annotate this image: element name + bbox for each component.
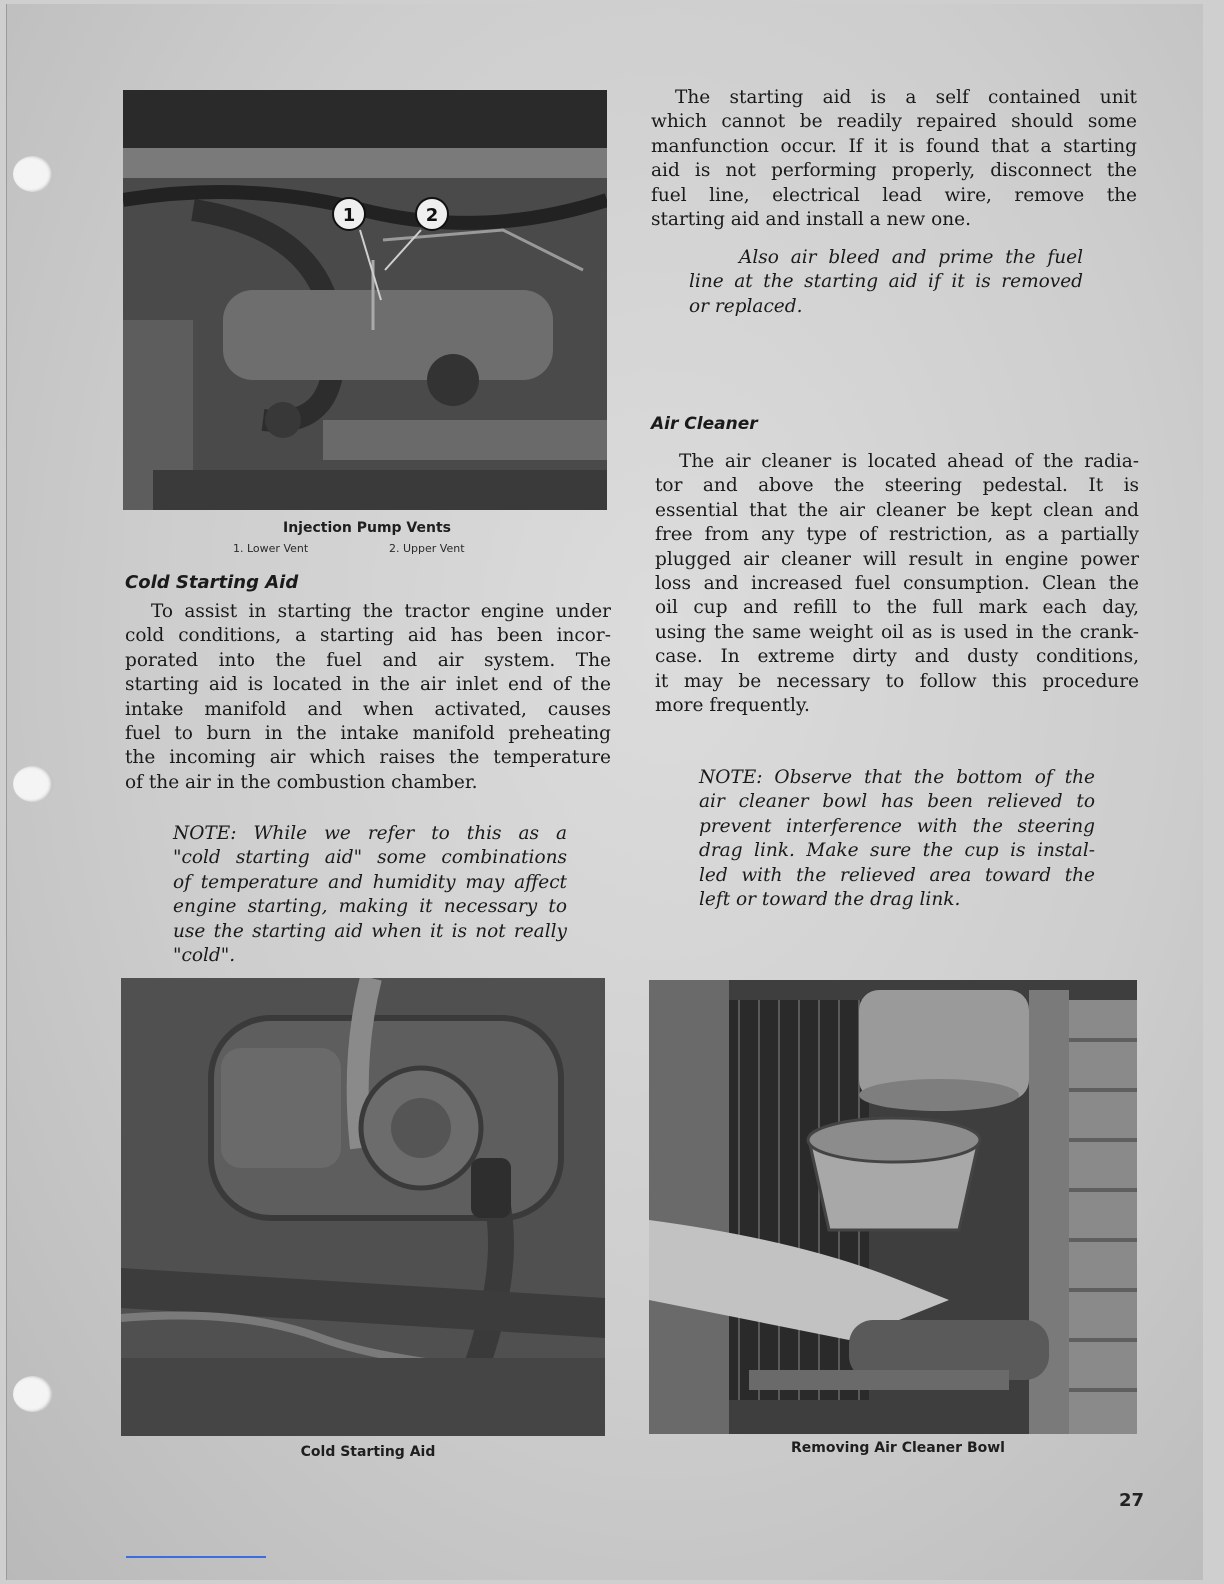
note-line: "cold". <box>173 945 236 967</box>
starting-aid-replacement-paragraph <box>651 86 1137 232</box>
manual-page <box>6 4 1203 1580</box>
note-line: or replaced. <box>689 295 803 317</box>
bleed-prime-note <box>689 246 1083 319</box>
text-line: manfunction occur. If it is found that a starting <box>651 135 1137 157</box>
text-line: the incoming air which raises the temperature <box>125 747 611 769</box>
text-line: of the air in the combustion chamber. <box>125 771 478 793</box>
callout-1-label: 1 <box>342 205 356 226</box>
note-line: drag link. Make sure the cup is instal- <box>699 840 1095 862</box>
text-line: loss and increased fuel consumption. Clean the <box>655 573 1139 595</box>
text-line: The starting aid is a self contained unit <box>675 87 1137 108</box>
air-cleaner-paragraph <box>655 450 1139 718</box>
note-line: "cold starting aid" some combinations <box>173 847 567 869</box>
text-line: case. In extreme dirty and dusty conditions, <box>655 646 1139 668</box>
air-cleaner-bowl-caption: Removing Air Cleaner Bowl <box>791 1440 1005 1456</box>
cold-starting-aid-heading: Cold Starting Aid <box>125 572 299 593</box>
page-number: 27 <box>1119 1490 1145 1511</box>
legend-upper-vent: 2. Upper Vent <box>389 542 465 555</box>
callout-2-label: 2 <box>425 205 439 226</box>
blue-underline-mark <box>126 1556 266 1558</box>
cold-starting-aid-caption: Cold Starting Aid <box>300 1444 436 1460</box>
note-line: of temperature and humidity may affect <box>173 871 567 893</box>
note-line: use the starting aid when it is not really <box>173 920 567 942</box>
text-line: it may be necessary to follow this procedure <box>655 670 1139 692</box>
text-line: The air cleaner is located ahead of the radia- <box>679 451 1139 472</box>
note-line: air cleaner bowl has been relieved to <box>699 791 1095 813</box>
note-line: NOTE: Observe that the bottom of the <box>699 767 1095 788</box>
note-line: line at the starting aid if it is removed <box>689 271 1083 293</box>
note-line: engine starting, making it necessary to <box>173 896 567 918</box>
air-cleaner-note <box>699 766 1095 912</box>
note-line: NOTE: While we refer to this as a <box>173 823 567 844</box>
text-line: aid is not performing properly, disconnect the <box>651 160 1137 182</box>
text-line: fuel line, electrical lead wire, remove the <box>651 184 1137 206</box>
air-cleaner-bowl-photo <box>649 980 1137 1434</box>
cold-starting-note <box>173 822 567 968</box>
text-line: oil cup and refill to the full mark each day, <box>655 597 1139 619</box>
injection-pump-caption: Injection Pump Vents <box>283 520 451 536</box>
text-line: cold conditions, a starting aid has been incor- <box>125 625 611 647</box>
text-line: To assist in starting the tractor engine under <box>151 601 611 622</box>
note-line: prevent interference with the steering <box>699 815 1095 837</box>
note-line: led with the relieved area toward the <box>699 864 1095 886</box>
text-line: using the same weight oil as is used in the crank- <box>655 621 1139 643</box>
legend-lower-vent: 1. Lower Vent <box>233 542 309 555</box>
binder-hole-middle <box>13 766 53 802</box>
note-line: left or toward the drag link. <box>699 889 961 911</box>
cold-starting-aid-photo <box>121 978 605 1436</box>
text-line: intake manifold and when activated, causes <box>125 698 611 720</box>
text-line: plugged air cleaner will result in engine power <box>655 548 1139 570</box>
text-line: more frequently. <box>655 695 810 717</box>
cold-starting-aid-paragraph <box>125 600 611 795</box>
binder-hole-top <box>13 156 53 192</box>
text-line: starting aid is located in the air inlet end of the <box>125 674 611 696</box>
air-cleaner-heading: Air Cleaner <box>651 414 758 434</box>
text-line: porated into the fuel and air system. The <box>125 649 611 671</box>
text-line: starting aid and install a new one. <box>651 209 972 231</box>
note-line: Also air bleed and prime the fuel <box>739 247 1083 268</box>
injection-pump-photo <box>123 90 607 510</box>
binder-hole-bottom <box>13 1376 53 1412</box>
text-line: which cannot be readily repaired should some <box>651 111 1137 133</box>
text-line: essential that the air cleaner be kept clean and <box>655 499 1139 521</box>
text-line: tor and above the steering pedestal. It is <box>655 475 1139 497</box>
text-line: fuel to burn in the intake manifold preheating <box>125 723 611 745</box>
text-line: free from any type of restriction, as a partially <box>655 524 1139 546</box>
